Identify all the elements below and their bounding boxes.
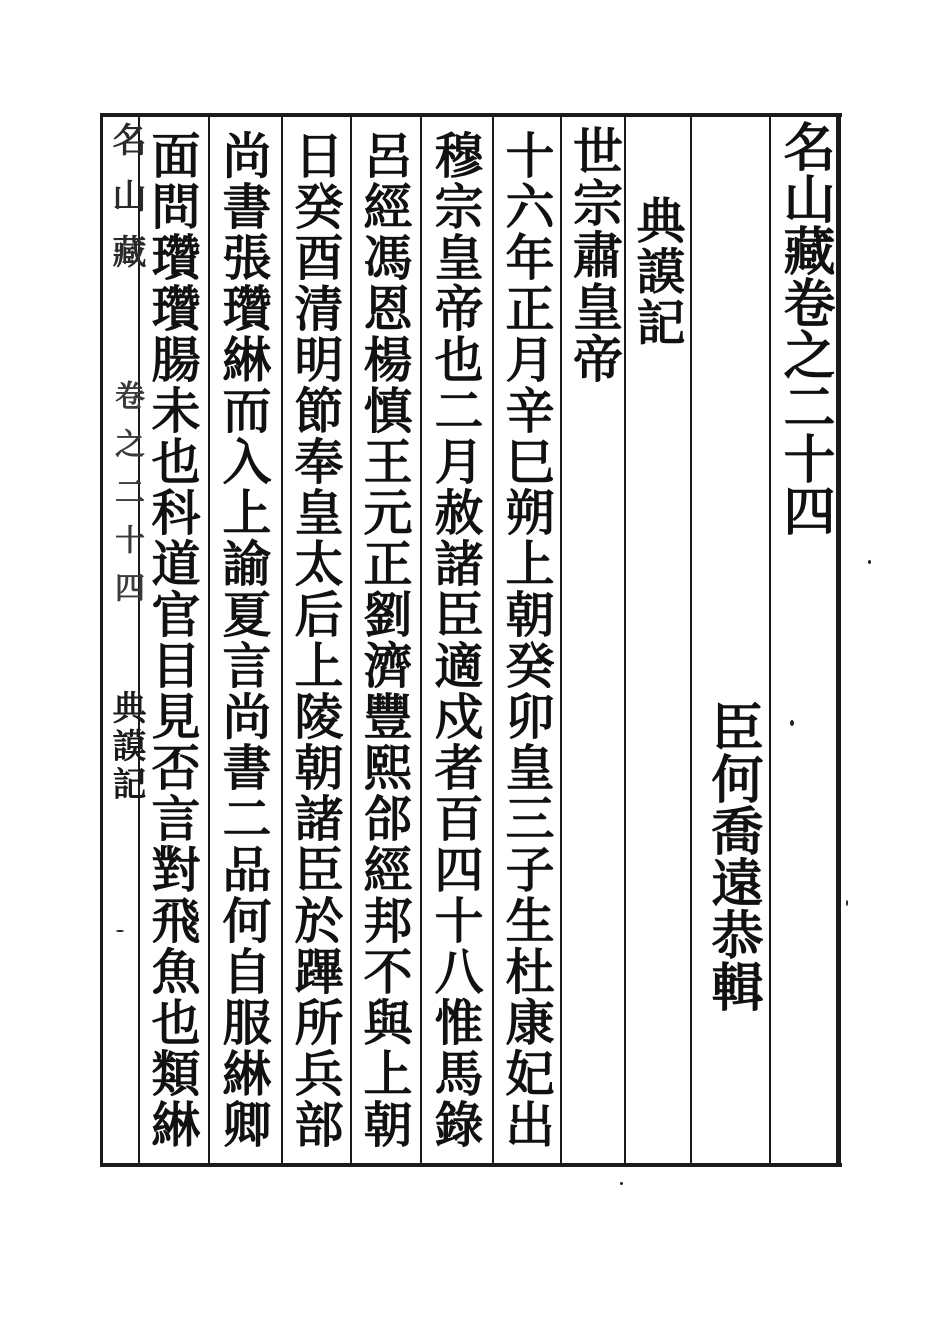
column-rule [690, 115, 692, 1165]
ink-speck [620, 1182, 623, 1185]
column-rule [350, 115, 352, 1165]
text-column-5: 尚書張瓚綝而入上諭夏言尚書二品何自服綝卿 [215, 130, 273, 1150]
margin-bottom-chars: 典謨記 [106, 690, 146, 804]
column-rule [208, 115, 210, 1165]
margin-middle-chars: 卷之二十四 [109, 380, 144, 620]
column-rule [281, 115, 283, 1165]
text-column-1: 十六年正月辛巳朔上朝癸卯皇三子生杜康妃出 [498, 130, 556, 1150]
book-title-line: 名山藏卷之二十四 [774, 120, 835, 536]
ink-speck [868, 560, 871, 564]
text-column-3: 呂經馮恩楊慎王元正劉濟豐熙郃經邦不與上朝 [356, 130, 414, 1150]
frame-top-rule [100, 113, 842, 117]
text-column-2: 穆宗皇帝也二月赦諸臣適戍者百四十八惟馬錄 [427, 130, 485, 1150]
ink-speck [846, 900, 848, 906]
section-title: 典謨記 [629, 195, 687, 348]
text-column-4: 日癸酉清明節奉皇太后上陵朝諸臣於蹕所兵部 [287, 130, 345, 1150]
ink-speck [116, 930, 124, 932]
compiler-line: 臣何喬遠恭輯 [702, 700, 763, 1012]
column-rule [492, 115, 494, 1165]
margin-top-chars: 名山藏 [106, 122, 146, 290]
column-rule [769, 115, 771, 1165]
text-column-6: 面問瓚瓚腸未也科道官目見否言對飛魚也類綝 [144, 130, 202, 1150]
frame-right-rule [836, 113, 841, 1167]
frame-bottom-rule [100, 1163, 842, 1167]
emperor-heading: 世宗肅皇帝 [565, 125, 624, 385]
ink-speck [790, 720, 794, 726]
column-rule [420, 115, 422, 1165]
